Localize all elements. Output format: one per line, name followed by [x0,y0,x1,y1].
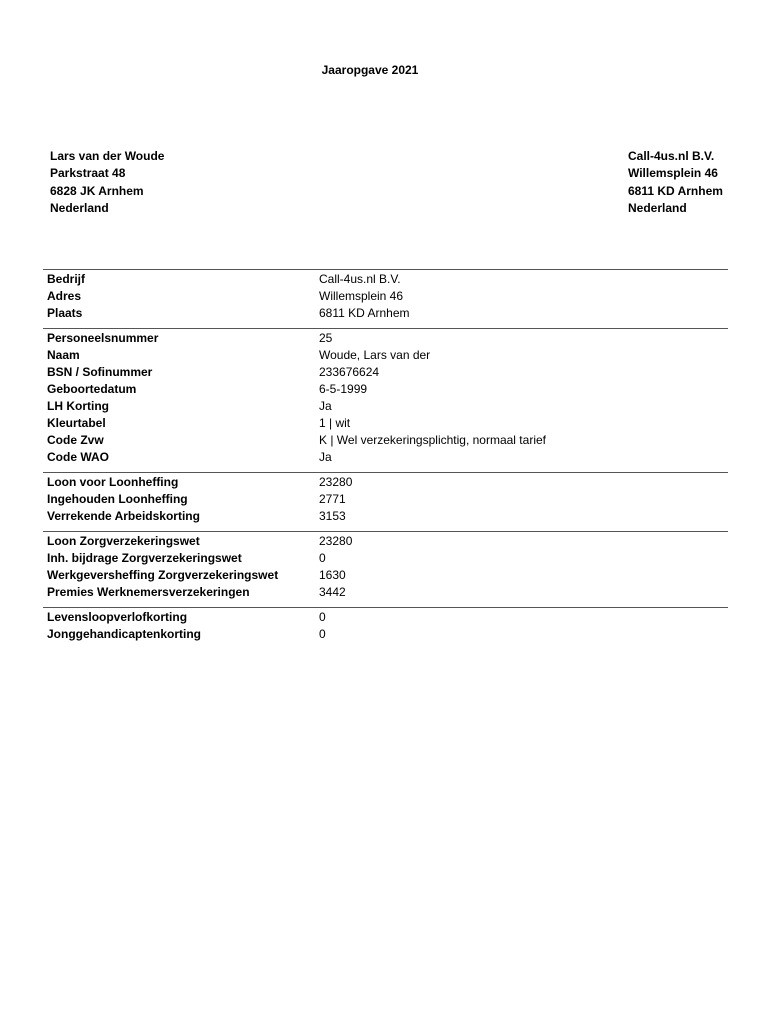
table-row [43,567,728,584]
employee-address [50,148,164,217]
section-payroll-tax [43,472,728,531]
row-label: Code Zvw [47,433,104,447]
row-value: 23280 [319,534,353,548]
row-label: LH Korting [47,399,109,413]
row-label: Premies Werknemersverzekeringen [47,585,250,599]
table-row [43,449,728,466]
row-value: 1630 [319,568,346,582]
table-row [43,288,728,305]
employer-city: 6811 KD Arnhem [628,183,723,198]
row-value: 0 [319,551,326,565]
row-label: Personeelsnummer [47,331,159,345]
row-label: Inh. bijdrage Zorgverzekeringswet [47,551,242,565]
annual-statement-table [43,269,728,649]
row-label: Werkgeversheffing Zorgverzekeringswet [47,568,279,582]
table-row [43,491,728,508]
section-company [43,269,728,328]
row-label: Jonggehandicaptenkorting [47,627,202,641]
row-value: Woude, Lars van der [319,348,431,362]
row-label: Geboortedatum [47,382,137,396]
row-label: Naam [47,348,80,362]
row-value: Willemsplein 46 [319,289,404,303]
table-row [43,381,728,398]
row-value: Call-4us.nl B.V. [319,272,401,286]
row-label: Adres [47,289,82,303]
section-discounts [43,607,728,649]
table-row [43,398,728,415]
row-label: Ingehouden Loonheffing [47,492,188,506]
employer-country: Nederland [628,200,687,215]
employee-city: 6828 JK Arnhem [50,183,144,198]
table-row [43,474,728,491]
table-row [43,347,728,364]
row-label: Loon Zorgverzekeringswet [47,534,200,548]
employer-name: Call-4us.nl B.V. [628,149,715,163]
row-label: Kleurtabel [47,416,106,430]
employee-name: Lars van der Woude [50,149,165,163]
row-label: BSN / Sofinummer [47,365,153,379]
table-row [43,415,728,432]
table-row [43,432,728,449]
row-value: 6811 KD Arnhem [319,306,410,320]
section-employee [43,328,728,472]
row-label: Loon voor Loonheffing [47,475,179,489]
row-value: 6-5-1999 [319,382,368,396]
table-row [43,626,728,643]
row-value: Ja [319,399,332,413]
row-label: Verrekende Arbeidskorting [47,509,200,523]
row-value: 2771 [319,492,346,506]
row-value: 233676624 [319,365,380,379]
row-value: 3442 [319,585,346,599]
table-row [43,305,728,322]
table-row [43,550,728,567]
row-label: Levensloopverlofkorting [47,610,188,624]
section-health-insurance [43,531,728,607]
row-value: Ja [319,450,332,464]
employer-street: Willemsplein 46 [628,166,718,181]
row-value: 25 [319,331,333,345]
document-title: Jaaropgave 2021 [321,63,419,77]
employee-street: Parkstraat 48 [50,166,126,181]
table-row [43,364,728,381]
row-value: 1 | wit [319,416,351,430]
employer-address [628,148,723,217]
row-label: Code WAO [47,450,109,464]
row-value: 0 [319,627,326,641]
row-label: Plaats [47,306,83,320]
row-value: 23280 [319,475,353,489]
table-row [43,609,728,626]
table-row [43,330,728,347]
table-row [43,508,728,525]
row-value: K | Wel verzekeringsplichtig, normaal tarief [319,433,546,447]
row-label: Bedrijf [47,272,86,286]
row-value: 0 [319,610,326,624]
employee-country: Nederland [50,200,109,215]
table-row [43,584,728,601]
table-row [43,271,728,288]
row-value: 3153 [319,509,346,523]
table-row [43,533,728,550]
